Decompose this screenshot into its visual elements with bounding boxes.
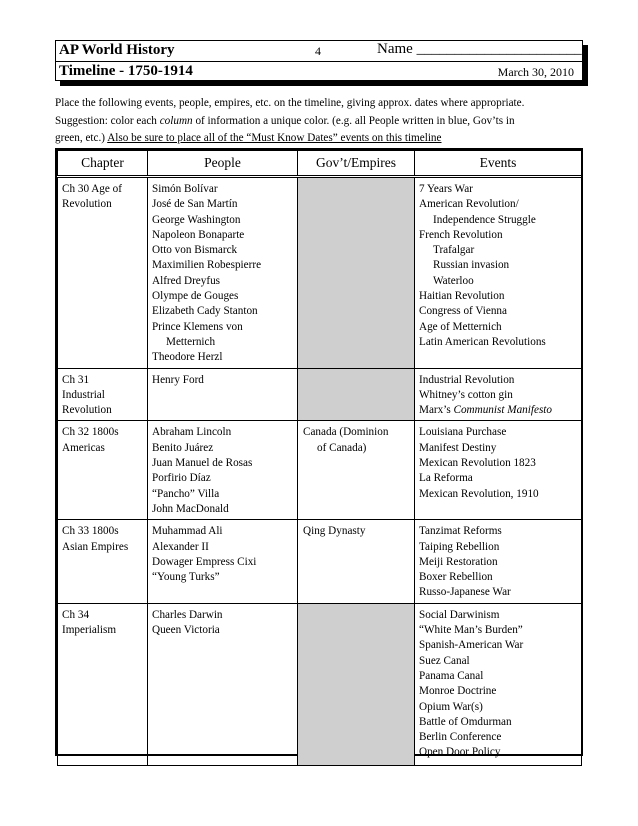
instructions-text: green, etc.) xyxy=(55,132,108,144)
person-entry: Theodore Herzl xyxy=(152,351,223,364)
event-entry: Mexican Revolution, 1910 xyxy=(419,487,539,500)
person-entry: John MacDonald xyxy=(152,502,229,515)
table-row xyxy=(58,177,582,369)
event-entry: Waterloo xyxy=(433,274,474,287)
person-entry: Maximilien Robespierre xyxy=(152,259,262,272)
chapter-cell xyxy=(58,368,148,421)
chapter-line: Ch 31 xyxy=(62,373,90,386)
event-entry: Taiping Rebellion xyxy=(419,540,500,553)
column-header-chapter: Chapter xyxy=(58,151,148,177)
name-field-label: Name ______________________ xyxy=(377,41,582,57)
person-entry: Elizabeth Cady Stanton xyxy=(152,305,258,318)
column-header-events: Events xyxy=(415,151,582,177)
instructions-line-1 xyxy=(55,95,595,113)
events-cell xyxy=(415,177,582,369)
events-cell xyxy=(415,421,582,520)
event-entry: Whitney’s cotton gin xyxy=(419,388,513,401)
table-row xyxy=(58,603,582,765)
table-body xyxy=(58,177,582,766)
person-entry: “Young Turks” xyxy=(152,571,220,584)
govt-entry: Canada (Dominion xyxy=(303,426,389,439)
govt-cell xyxy=(298,368,415,421)
person-entry: Charles Darwin xyxy=(152,608,223,621)
instructions-underlined: Also be sure to place all of the “Must Know Dates” events on this timeline xyxy=(107,132,442,144)
chapter-cell xyxy=(58,177,148,369)
person-entry: Prince Klemens von xyxy=(152,320,243,333)
event-entry: Open Door Policy xyxy=(419,746,501,759)
column-header-people: People xyxy=(148,151,298,177)
table-header-row xyxy=(58,151,582,177)
govt-cell xyxy=(298,421,415,520)
instructions-emphasis: column xyxy=(159,114,193,127)
chapter-line: Industrial xyxy=(62,388,105,401)
event-entry: Age of Metternich xyxy=(419,320,502,333)
people-cell xyxy=(148,421,298,520)
events-cell xyxy=(415,603,582,765)
person-entry: Metternich xyxy=(166,335,216,348)
instructions-text: of information a unique color. (e.g. all People written in blue, Gov’ts in xyxy=(192,114,515,127)
person-entry: Muhammad Ali xyxy=(152,525,223,538)
person-entry: Otto von Bismarck xyxy=(152,244,238,257)
events-cell xyxy=(415,520,582,603)
chapter-cell xyxy=(58,603,148,765)
govt-entry: of Canada) xyxy=(317,441,367,454)
govt-cell xyxy=(298,177,415,369)
event-entry: Industrial Revolution xyxy=(419,373,515,386)
instructions-text: Place the following events, people, empires, etc. on the timeline, giving approx. dates where appropriate. xyxy=(55,97,525,109)
event-entry: Panama Canal xyxy=(419,669,484,682)
person-entry: Henry Ford xyxy=(152,373,204,386)
chapter-line: Ch 32 1800s xyxy=(62,426,119,439)
person-entry: “Pancho” Villa xyxy=(152,487,220,500)
people-cell xyxy=(148,520,298,603)
event-entry: American Revolution/ xyxy=(419,198,519,211)
event-entry: Berlin Conference xyxy=(419,731,502,744)
event-entry: Tanzimat Reforms xyxy=(419,525,502,538)
chapter-line: Ch 34 xyxy=(62,608,90,621)
event-entry-italic: Communist Manifesto xyxy=(453,404,553,417)
person-entry: George Washington xyxy=(152,213,241,226)
column-header-govt: Gov’t/Empires xyxy=(298,151,415,177)
event-entry: Russian invasion xyxy=(433,259,510,272)
table-row xyxy=(58,520,582,603)
event-entry: Suez Canal xyxy=(419,654,470,667)
person-entry: Alexander II xyxy=(152,540,209,553)
timeline-table xyxy=(55,148,583,759)
table-row xyxy=(58,421,582,520)
event-entry: French Revolution xyxy=(419,228,503,241)
people-cell xyxy=(148,603,298,765)
person-entry: José de San Martín xyxy=(152,198,238,211)
chapter-line: Ch 30 Age of xyxy=(62,183,122,195)
event-entry: Manifest Destiny xyxy=(419,441,497,454)
event-entry: Mexican Revolution 1823 xyxy=(419,457,536,470)
person-entry: Juan Manuel de Rosas xyxy=(152,457,253,470)
header-frame xyxy=(55,40,583,81)
event-entry: 7 Years War xyxy=(419,183,473,195)
event-entry: Independence Struggle xyxy=(433,213,536,226)
govt-cell xyxy=(298,520,415,603)
page-number: 4 xyxy=(315,44,321,58)
person-entry: Olympe de Gouges xyxy=(152,290,239,303)
event-entry: Russo-Japanese War xyxy=(419,586,511,599)
instructions-line-3 xyxy=(55,130,595,148)
event-entry: Trafalgar xyxy=(433,244,475,257)
event-entry: Marx’s Communist Manifesto xyxy=(419,404,553,417)
person-entry: Benito Juárez xyxy=(152,441,214,454)
event-entry: Louisiana Purchase xyxy=(419,426,507,439)
events-cell xyxy=(415,368,582,421)
event-entry: Haitian Revolution xyxy=(419,290,505,303)
person-entry: Queen Victoria xyxy=(152,624,220,637)
chapter-cell xyxy=(58,421,148,520)
event-entry: Boxer Rebellion xyxy=(419,571,493,584)
header-row-bottom xyxy=(56,61,582,81)
event-entry: Meiji Restoration xyxy=(419,555,498,568)
instructions-text: Suggestion: color each xyxy=(55,114,160,127)
event-entry: Spanish-American War xyxy=(419,639,524,652)
header-box xyxy=(55,40,588,86)
header-row-top xyxy=(56,41,582,61)
chapter-line: Asian Empires xyxy=(62,540,129,553)
govt-entry: Qing Dynasty xyxy=(303,525,366,538)
chapter-line: Revolution xyxy=(62,404,112,417)
person-entry: Abraham Lincoln xyxy=(152,426,232,439)
course-title: AP World History xyxy=(59,42,175,58)
person-entry: Simón Bolívar xyxy=(152,183,218,195)
chapter-line: Revolution xyxy=(62,198,112,211)
table-row xyxy=(58,368,582,421)
people-cell xyxy=(148,177,298,369)
event-entry: Battle of Omdurman xyxy=(419,715,512,728)
timeline-title: Timeline - 1750-1914 xyxy=(59,63,193,79)
instructions xyxy=(55,95,595,148)
govt-cell xyxy=(298,603,415,765)
chapter-line: Ch 33 1800s xyxy=(62,525,119,538)
chapter-cell xyxy=(58,520,148,603)
person-entry: Alfred Dreyfus xyxy=(152,274,221,287)
event-entry: Opium War(s) xyxy=(419,700,483,713)
event-entry: Monroe Doctrine xyxy=(419,685,497,698)
event-entry: Congress of Vienna xyxy=(419,305,507,318)
person-entry: Dowager Empress Cixi xyxy=(152,555,257,568)
person-entry: Napoleon Bonaparte xyxy=(152,228,245,241)
people-cell xyxy=(148,368,298,421)
instructions-line-2 xyxy=(55,113,595,131)
event-entry: Latin American Revolutions xyxy=(419,335,546,348)
document-date: March 30, 2010 xyxy=(497,65,574,79)
event-entry: Social Darwinism xyxy=(419,608,500,621)
person-entry: Porfirio Díaz xyxy=(152,472,211,485)
chapter-line: Imperialism xyxy=(62,624,117,637)
event-entry: La Reforma xyxy=(419,472,473,485)
chapter-line: Americas xyxy=(62,441,105,454)
event-entry: “White Man’s Burden” xyxy=(419,624,523,637)
